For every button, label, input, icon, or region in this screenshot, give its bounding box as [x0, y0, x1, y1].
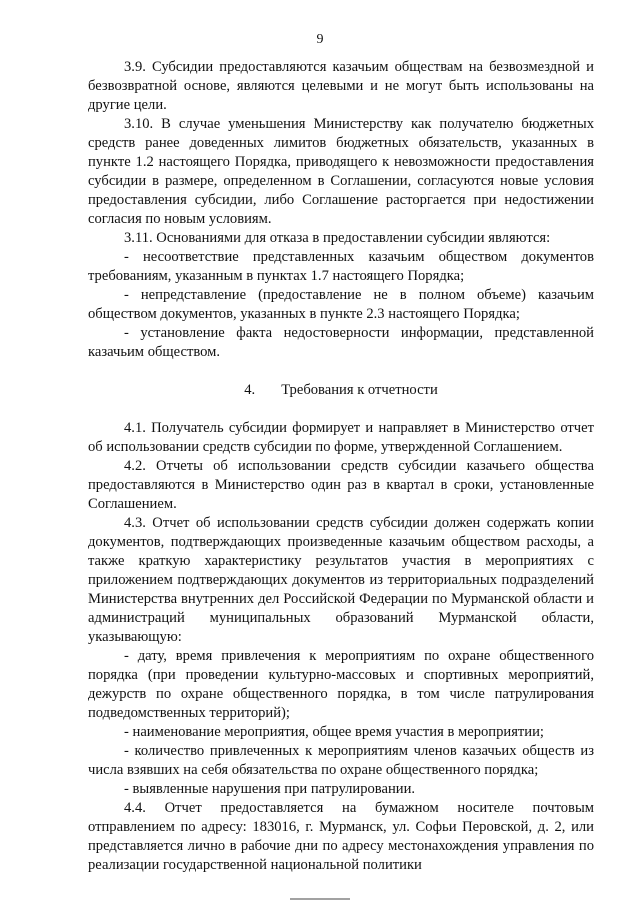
paragraph-4-4: 4.4. Отчет предоставляется на бумажном носителе почтовым отправлением по адресу: 183016, г. Мурманск, ул. Софьи Перовской, д. 2, или представляется лично в рабочие дни по адресу местонахождения управления по реализации государственной национальной политики: [88, 800, 594, 873]
section-title: Требования к отчетности: [281, 382, 438, 398]
list-item: - несоответствие представленных казачьим обществом документов требованиям, указанным в пунктах 1.7 настоящего Порядка;: [88, 249, 594, 284]
page-number: 9: [316, 32, 324, 47]
list-item: - установление факта недостоверности информации, представленной казачьим обществом.: [88, 325, 594, 360]
paragraph-4-2: 4.2. Отчеты об использовании средств субсидии казачьего общества предоставляются в Министерство один раз в квартал в сроки, установленные Соглашением.: [88, 458, 594, 512]
list-item: - выявленные нарушения при патрулировании.: [124, 781, 416, 797]
page-edge-mark: [290, 898, 350, 904]
paragraph-3-11: 3.11. Основаниями для отказа в предоставлении субсидии являются:: [124, 230, 551, 246]
paragraph-3-9: 3.9. Субсидии предоставляются казачьим обществам на безвозмездной и безвозвратной основе, являются целевыми и не могут быть использованы на другие цели.: [88, 59, 594, 113]
list-item: - наименование мероприятия, общее время участия в мероприятии;: [124, 724, 544, 740]
paragraph-4-1: 4.1. Получатель субсидии формирует и направляет в Министерство отчет об использовании средств субсидии по форме, утвержденной Соглашением.: [88, 420, 594, 455]
section-heading: [88, 381, 594, 400]
paragraph-4-3: 4.3. Отчет об использовании средств субсидии должен содержать копии документов, подтверждающих произведенные казачьим обществом расходы, а также краткую характеристику результатов участия в мероприятиях с приложением подтверждающих документов из территориальных подразделений Министерства внутренних дел Российской Федерации по Мурманской области и администраций муниципальных образований Мурманской области, указывающую:: [88, 515, 594, 645]
list-item: - количество привлеченных к мероприятиям членов казачьих обществ из числа взявших на себя обязательства по охране общественного порядка;: [88, 743, 594, 778]
document-body: [88, 58, 594, 875]
list-item: - непредставление (предоставление не в полном объеме) казачьим обществом документов, указанных в пункте 2.3 настоящего Порядка;: [88, 287, 594, 322]
paragraph-3-10: 3.10. В случае уменьшения Министерству как получателю бюджетных средств ранее доведенных лимитов бюджетных обязательств, указанных в пункте 1.2 настоящего Порядка, приводящего к невозможности предоставления субсидии в размере, определенном в Соглашении, согласуются новые условия предоставления субсидии, либо Соглашение расторгается при недостижении согласия по новым условиям.: [88, 116, 594, 227]
section-number: 4.: [244, 382, 256, 398]
list-item: - дату, время привлечения к мероприятиям по охране общественного порядка (при проведении культурно-массовых и спортивных мероприятий, дежурств по охране общественного порядка, в том числе патрулирования подведомственных территорий);: [88, 648, 594, 721]
